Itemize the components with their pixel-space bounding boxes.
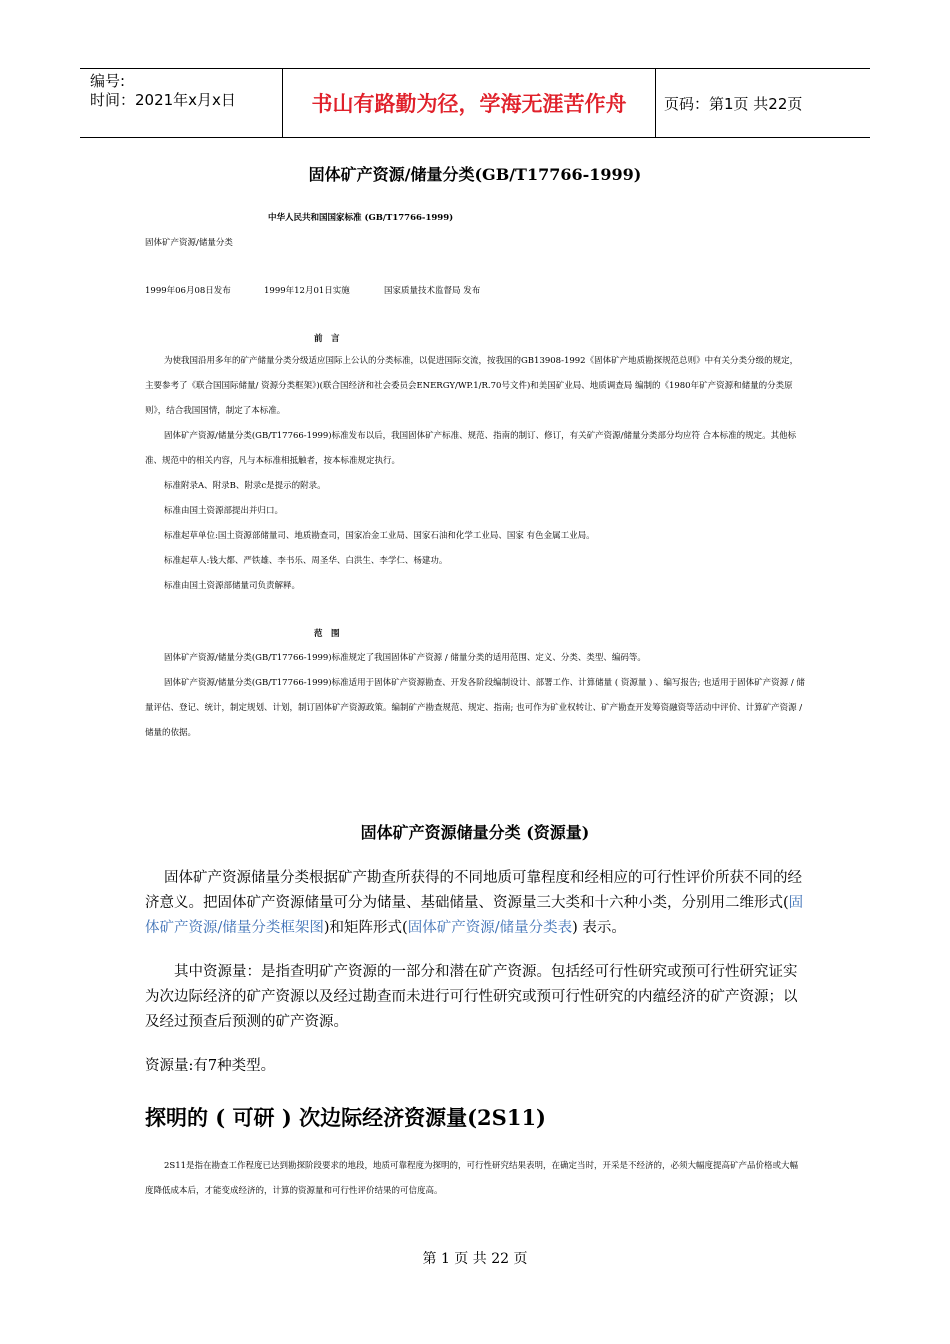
section-title-resources: 固体矿产资源储量分类 (资源量) (360, 823, 590, 842)
scope-heading: 范 围 (314, 629, 340, 639)
preface-body (145, 349, 805, 599)
classification-table-link[interactable]: 固体矿产资源/储量分类表 (407, 920, 573, 936)
header-meta (80, 69, 282, 137)
header-page-cell (656, 69, 870, 137)
section2-p1-b: )和矩阵形式( (323, 920, 408, 936)
page-footer: 第 1 页 共 22 页 (422, 1251, 528, 1267)
page-label: 页码：第1页 共22页 (664, 94, 803, 113)
section3-body (145, 1154, 805, 1204)
preface-p1: 为使我国沿用多年的矿产储量分类分级适应国际上公认的分类标准，以促进国际交流，按我国的GB13908-1992《固体矿产地质勘探规范总则》中有关分类分级的规定，主要参考了《联合国国际储量/ 资源分类框架》)(联合国经济和社会委员会ENERGY/WP.1/R.70号文件)和美国矿业局、地质调查局 编制的《1980年矿产资源和储量的分类原则》，结合我国国情，制定了本标准。 (145, 356, 799, 416)
preface-p7: 标准由国土资源部储量司负责解释。 (164, 581, 301, 591)
section2-p1-a: 固体矿产资源储量分类根据矿产勘查所获得的不同地质可靠程度和经相应的可行性评价所获不同的经济意义。把固体矿产资源储量可分为储量、基础储量、资源量三大类和十六种小类，分别用二维形式( (145, 870, 802, 911)
page-header (80, 68, 870, 138)
standard-line: 中华人民共和国国家标准 (GB/T17766-1999) (268, 213, 454, 223)
section2-body (145, 866, 805, 1079)
section2-p1 (145, 866, 805, 941)
section2-p1-c: ) 表示。 (572, 920, 626, 936)
section2-p2: 其中资源量：是指查明矿产资源的一部分和潜在矿产资源。包括经可行性研究或预可行性研究证实为次边际经济的矿产资源以及经过勘查而未进行可行性研究或预可行性研究的内蕴经济的矿产资源；以及经过预查后预测的矿产资源。 (145, 964, 798, 1030)
preface-p5: 标准起草单位:国土资源部储量司、地质勘查司，国家冶金工业局、国家石油和化学工业局、国家 有色金属工业局。 (164, 531, 595, 541)
release-date: 1999年06月08日发布 (145, 286, 231, 296)
framework-diagram-link[interactable]: 固体矿产资源/储量分类框架图 (145, 895, 804, 936)
issuer: 国家质量技术监督局 发布 (384, 286, 481, 296)
preface-heading: 前 言 (314, 334, 340, 344)
preface-p2: 固体矿产资源/储量分类(GB/T17766-1999)标准发布以后，我国固体矿产标准、规范、指南的制订、修订，有关矿产资源/储量分类部分均应符 合本标准的规定。其他标准、规范中的相关内容，凡与本标准相抵触者，按本标准规定执行。 (145, 431, 797, 466)
effective-date: 1999年12月01日实施 (264, 286, 350, 296)
section3-p1: 2S11是指在勘查工作程度已达到勘探阶段要求的地段，地质可靠程度为探明的，可行性研究结果表明，在确定当时，开采是不经济的，必须大幅度提高矿产品价格或大幅度降低成本后，才能变成经济的，计算的资源量和可行性评价结果的可信度高。 (145, 1161, 799, 1196)
section-title-2s11: 探明的 ( 可研 ) 次边际经济资源量(2S11) (145, 1105, 546, 1130)
scope-p2: 固体矿产资源/储量分类(GB/T17766-1999)标准适用于固体矿产资源勘查、开发各阶段编制设计、部署工作、计算储量 ( 资源量 ) 、编写报告; 也适用于固体矿产资源 / 储量评估、登记、统计，制定规划、计划，制订固体矿产资源政策。编制矿产勘查规范、规定、指南; 也可作为矿业权转让、矿产勘查开发筹资融资等活动中评价、计算矿产资源 / 储量的依据。 (145, 678, 805, 738)
scope-p1: 固体矿产资源/储量分类(GB/T17766-1999)标准规定了我国固体矿产资源 / 储量分类的适用范围、定义、分类、类型、编码等。 (164, 653, 646, 663)
document-title: 固体矿产资源/储量分类(GB/T17766-1999) (308, 165, 642, 184)
section2-p3: 资源量:有7种类型。 (145, 1058, 276, 1074)
scope-body (145, 646, 805, 746)
header-motto-cell (282, 69, 656, 137)
standard-subtitle: 固体矿产资源/储量分类 (145, 238, 233, 248)
preface-p6: 标准起草人:钱大都、严铁雄、李书乐、周圣华、白洪生、李学仁、杨建功。 (164, 556, 448, 566)
date-label: 时间：2021年x月x日 (90, 91, 236, 109)
motto: 书山有路勤为径，学海无涯苦作舟 (311, 92, 627, 116)
preface-p4: 标准由国土资源部提出并归口。 (164, 506, 284, 516)
number-label: 编号: (90, 72, 126, 90)
preface-p3: 标准附录A、附录B、附录c是提示的附录。 (164, 481, 326, 491)
